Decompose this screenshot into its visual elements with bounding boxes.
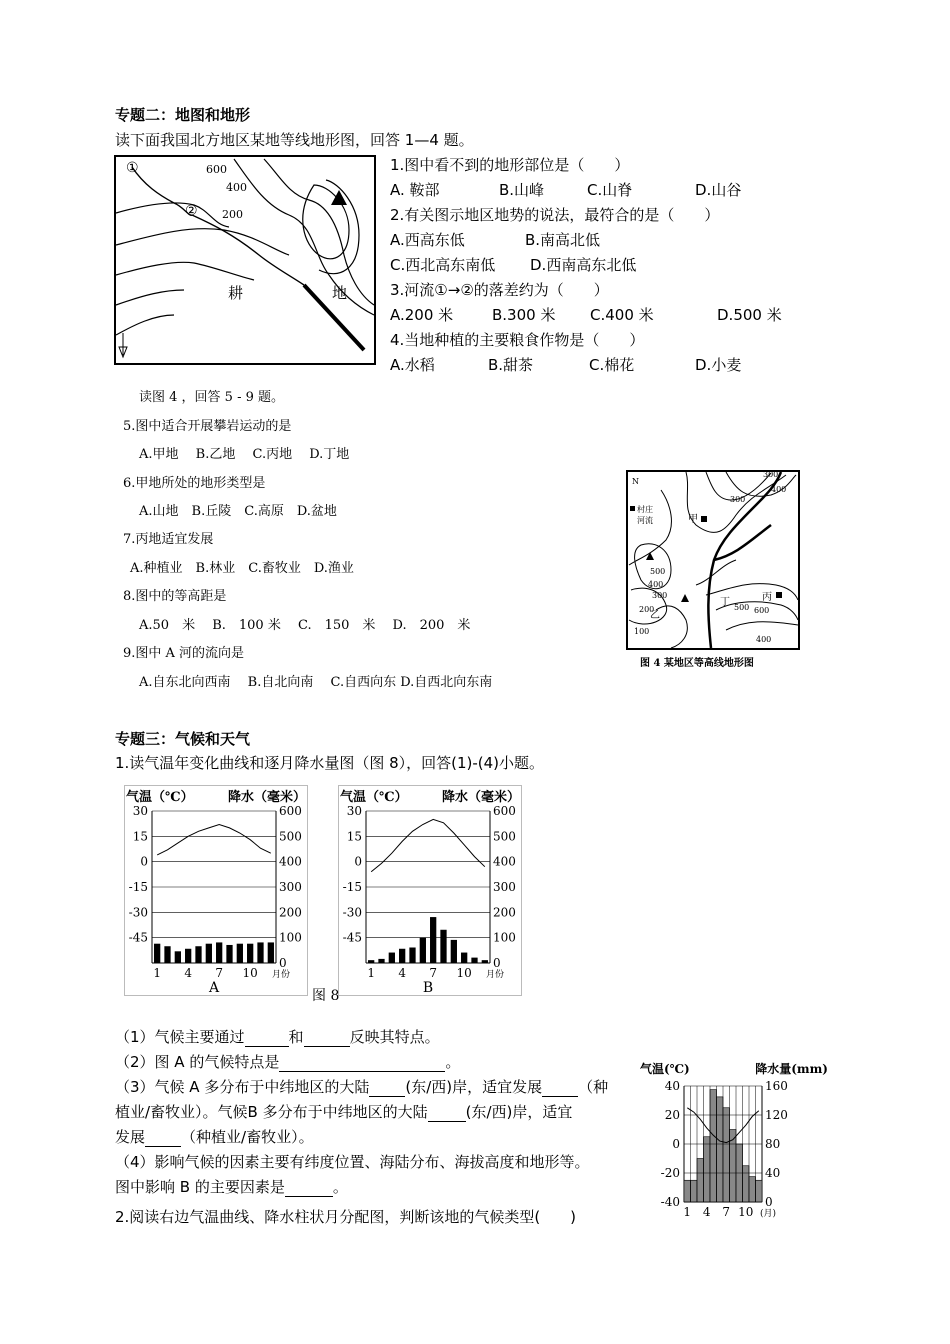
precip-tick-label: 0	[279, 956, 287, 970]
map4-label-ding: 丁	[720, 597, 730, 608]
map1-label-1: ①	[126, 160, 139, 176]
figure-8-label: 图 8	[312, 988, 340, 1004]
precip-bar	[684, 1180, 691, 1202]
q3-3-line1: （3）气候 A 多分布于中纬地区的大陆 (东/西)岸，适宜发展 （种	[115, 1078, 609, 1096]
q2-opt-a[interactable]: A.西高东低	[390, 231, 465, 249]
q3-4-line2: 图中影响 B 的主要因素是 。	[115, 1178, 348, 1196]
chart-title: A	[208, 980, 220, 996]
q4-opt-c[interactable]: C.棉花	[589, 356, 635, 374]
month-tick-label: 10	[242, 966, 258, 980]
temp-tick-label: -40	[660, 1195, 680, 1209]
temp-tick-label: 0	[140, 854, 148, 869]
q3-1-blank-1[interactable]	[245, 1028, 289, 1047]
temp-tick-label: 0	[354, 854, 362, 869]
map4-c200: 200	[639, 605, 655, 614]
climate-chart-b	[338, 785, 522, 996]
map4-label-bing: 丙	[762, 592, 772, 603]
temp-tick-label: -30	[128, 905, 148, 920]
q3-3-line3: 发展 （种植业/畜牧业）。	[115, 1128, 314, 1146]
precip-bar	[368, 960, 374, 963]
precip-axis-title: 降水（毫米）	[227, 790, 306, 805]
precip-tick-label: 600	[493, 804, 516, 818]
precip-tick-label: 100	[493, 930, 516, 945]
precip-bar	[461, 953, 467, 963]
temp-tick-label: 0	[672, 1137, 680, 1151]
village-icon-2	[776, 592, 782, 598]
precip-tick-label: 500	[279, 829, 302, 844]
q2-opt-d[interactable]: D.西南高东北低	[530, 256, 637, 274]
map4-north: N	[632, 477, 639, 486]
precip-bar	[196, 947, 202, 963]
precip-bar	[175, 952, 181, 963]
climate-chart-c	[638, 1058, 830, 1228]
topic2-heading: 专题二：地图和地形	[115, 106, 251, 124]
precip-bar	[420, 938, 426, 963]
map4-c400a: 400	[771, 485, 787, 494]
precip-bar	[410, 948, 416, 963]
precip-tick-label: 600	[279, 804, 302, 818]
q1-opt-b[interactable]: B.山峰	[499, 181, 545, 199]
temp-tick-label: 30	[132, 804, 148, 818]
precip-tick-label: 200	[279, 905, 302, 920]
q3-4-line1: （4）影响气候的因素主要有纬度位置、海陆分布、海拔高度和地形等。	[115, 1153, 590, 1171]
month-tick-label: 10	[456, 966, 472, 980]
q3-opt-c[interactable]: C.400 米	[590, 306, 654, 324]
precip-bar	[756, 1180, 763, 1202]
q6-stem: 6.甲地所处的地形类型是	[123, 476, 266, 491]
temp-tick-label: -45	[128, 930, 148, 945]
precip-bar	[227, 945, 233, 963]
q4-opt-a[interactable]: A.水稻	[390, 356, 435, 374]
temp-axis-title: 气温（℃）	[340, 790, 408, 805]
q3-3-blank-1[interactable]	[369, 1078, 405, 1097]
q9-options[interactable]: A.自东北向西南 B.自北向南 C.自西向东 D.自西北向东南	[139, 675, 493, 690]
precip-bar	[399, 949, 405, 963]
precip-tick-label: 400	[279, 854, 302, 869]
q8-stem: 8.图中的等高距是	[123, 589, 227, 604]
q3-opt-d[interactable]: D.500 米	[717, 306, 782, 324]
precip-bar	[237, 944, 243, 963]
month-unit-label: (月)	[760, 1209, 777, 1219]
month-tick-label: 10	[738, 1205, 754, 1219]
precip-bar	[185, 949, 191, 963]
q2-opt-c[interactable]: C.西北高东南低	[390, 256, 496, 274]
map4-label-yi: 乙	[650, 610, 660, 621]
precip-bar	[247, 944, 253, 963]
temp-tick-label: -15	[128, 880, 148, 894]
q3-1-blank-2[interactable]	[304, 1028, 350, 1047]
q3-2-blank[interactable]	[279, 1053, 445, 1072]
q3-2: （2）图 A 的气候特点是 。	[115, 1053, 461, 1071]
temp-tick-label: -20	[660, 1166, 680, 1180]
climate-chart-a	[124, 785, 308, 996]
map4-label-jia: 甲	[688, 514, 698, 525]
precip-bar	[710, 1090, 717, 1202]
precip-tick-label: 300	[279, 880, 302, 894]
precip-bar	[749, 1177, 756, 1202]
contour-map-4	[626, 470, 800, 680]
precip-bar	[697, 1159, 704, 1203]
map1-contour-600: 600	[206, 163, 227, 176]
q3-3-blank-2[interactable]	[542, 1078, 578, 1097]
map1-label-2: ②	[185, 203, 198, 219]
precip-tick-label: 40	[765, 1166, 781, 1180]
map1-contour-200: 200	[222, 208, 243, 221]
map1-contour-400: 400	[226, 181, 247, 194]
q1-opt-c[interactable]: C.山脊	[587, 181, 633, 199]
map1-farmland-1: 耕	[228, 284, 244, 302]
month-tick-label: 7	[722, 1205, 731, 1219]
precip-bar	[723, 1108, 730, 1202]
legend-village-icon	[630, 506, 635, 511]
month-tick-label: 7	[429, 966, 437, 980]
month-unit-label: 月份	[486, 970, 505, 980]
q3-3-blank-4[interactable]	[145, 1128, 181, 1147]
month-tick-label: 4	[184, 966, 192, 980]
month-tick-label: 1	[153, 966, 161, 980]
map4-caption: 图 4 某地区等高线地形图	[640, 658, 754, 669]
precip-axis-title: 降水量(mm)	[755, 1062, 828, 1076]
precip-bar	[258, 943, 264, 963]
map4-legend-village: 村庄	[637, 505, 653, 514]
month-tick-label: 1	[683, 1205, 692, 1219]
temp-axis-title: 气温（℃）	[126, 790, 194, 805]
month-unit-label: 月份	[272, 970, 291, 980]
village-icon	[701, 516, 707, 522]
month-tick-label: 1	[367, 966, 375, 980]
precip-tick-label: 0	[765, 1195, 773, 1209]
topic2-intro: 读下面我国北方地区某地等线地形图，回答 1—4 题。	[115, 131, 474, 149]
temp-tick-label: 40	[664, 1079, 680, 1093]
q3-stem: 3.河流①→②的落差约为（ ）	[390, 281, 609, 299]
chart-title: B	[422, 980, 434, 996]
map4-c500b: 500	[734, 603, 750, 612]
month-tick-label: 4	[398, 966, 406, 980]
map4-c600: 600	[754, 606, 770, 615]
precip-bar	[165, 947, 171, 963]
precip-bar	[154, 944, 160, 963]
q8-options[interactable]: A.50 米 B. 100 米 C. 150 米 D. 200 米	[139, 618, 471, 633]
month-tick-label: 7	[215, 966, 223, 980]
q4-opt-d[interactable]: D.小麦	[695, 356, 742, 374]
precip-bar	[268, 943, 274, 963]
temp-tick-label: 15	[132, 829, 148, 844]
q6-options[interactable]: A.山地 B.丘陵 C.高原 D.盆地	[139, 504, 337, 519]
map4-c400c: 400	[756, 635, 772, 644]
precip-tick-label: 500	[493, 829, 516, 844]
q1-opt-d[interactable]: D.山谷	[695, 181, 742, 199]
precip-tick-label: 80	[765, 1137, 781, 1151]
temp-tick-label: 15	[346, 829, 362, 844]
precip-bar	[472, 958, 478, 963]
temp-tick-label: 30	[346, 804, 362, 818]
q3-opt-a[interactable]: A.200 米	[390, 306, 454, 324]
q9-stem: 9.图中 A 河的流向是	[123, 646, 245, 661]
precip-bar	[430, 917, 436, 963]
precip-bar	[704, 1137, 711, 1202]
map4-c100: 100	[634, 627, 650, 636]
precip-tick-label: 100	[279, 930, 302, 945]
map4-c500a: 500	[650, 567, 666, 576]
q2-opt-b[interactable]: B.南高北低	[525, 231, 601, 249]
q3-1: （1）气候主要通过 和 反映其特点。	[115, 1028, 440, 1046]
map4-c300b: 300	[730, 495, 746, 504]
contour-map-1	[114, 155, 376, 365]
q3-3-line2: 植业/畜牧业）。气候B 多分布于中纬地区的大陆 (东/西)岸，适宜	[115, 1103, 573, 1121]
precip-tick-label: 200	[493, 905, 516, 920]
precip-tick-label: 120	[765, 1108, 788, 1122]
precip-bar	[482, 960, 488, 963]
precip-axis-title: 降水（毫米）	[441, 790, 520, 805]
precip-bar	[691, 1180, 698, 1202]
temp-tick-label: -30	[342, 905, 362, 920]
map4-c300a: 300	[763, 470, 779, 479]
precip-bar	[379, 959, 385, 963]
q2-climate-type: 2.阅读右边气温曲线、降水柱状月分配图，判断该地的气候类型( )	[115, 1208, 577, 1226]
temp-axis-title: 气温(℃)	[640, 1062, 690, 1076]
precip-bar	[441, 930, 447, 963]
precip-bar	[717, 1097, 724, 1202]
q7-stem: 7.丙地适宜发展	[123, 532, 214, 547]
month-tick-label: 4	[702, 1205, 711, 1219]
q1-stem: 1.图中看不到的地形部位是（ ）	[390, 156, 630, 174]
precip-bar	[206, 944, 212, 963]
q4-stem: 4.当地种植的主要粮食作物是（ ）	[390, 331, 645, 349]
map1-farmland-2: 地	[332, 284, 348, 302]
precip-tick-label: 300	[493, 880, 516, 894]
q2-stem: 2.有关图示地区地势的说法，最符合的是（ ）	[390, 206, 720, 224]
map4-c300c: 300	[652, 591, 668, 600]
topic3-heading: 专题三：气候和天气	[115, 730, 251, 748]
precip-tick-label: 0	[493, 956, 501, 970]
precip-bar	[216, 943, 222, 963]
map4-legend-river: 河流	[637, 516, 653, 525]
precip-tick-label: 160	[765, 1079, 788, 1093]
q3-4-blank[interactable]	[285, 1178, 333, 1197]
q5-stem: 5.图中适合开展攀岩运动的是	[123, 419, 292, 434]
q3-opt-b[interactable]: B.300 米	[492, 306, 556, 324]
temp-tick-label: -15	[342, 880, 362, 894]
temp-tick-label: 20	[664, 1108, 680, 1122]
precip-bar	[743, 1166, 750, 1202]
temp-tick-label: -45	[342, 930, 362, 945]
topic3-intro: 1.读气温年变化曲线和逐月降水量图（图 8），回答(1)-(4)小题。	[115, 754, 545, 772]
map4-c400b: 400	[648, 580, 664, 589]
q5-options[interactable]: A.甲地 B.乙地 C.丙地 D.丁地	[139, 447, 350, 462]
precip-bar	[451, 940, 457, 963]
precip-bar	[389, 953, 395, 963]
q7-options[interactable]: A.种植业 B.林业 C.畜牧业 D.渔业	[130, 561, 354, 576]
q4-opt-b[interactable]: B.甜茶	[488, 356, 534, 374]
q5-9-intro: 读图 4 ，回答 5 - 9 题。	[139, 390, 284, 405]
q3-3-blank-3[interactable]	[428, 1103, 466, 1122]
q1-opt-a[interactable]: A. 鞍部	[390, 181, 440, 199]
precip-tick-label: 400	[493, 854, 516, 869]
